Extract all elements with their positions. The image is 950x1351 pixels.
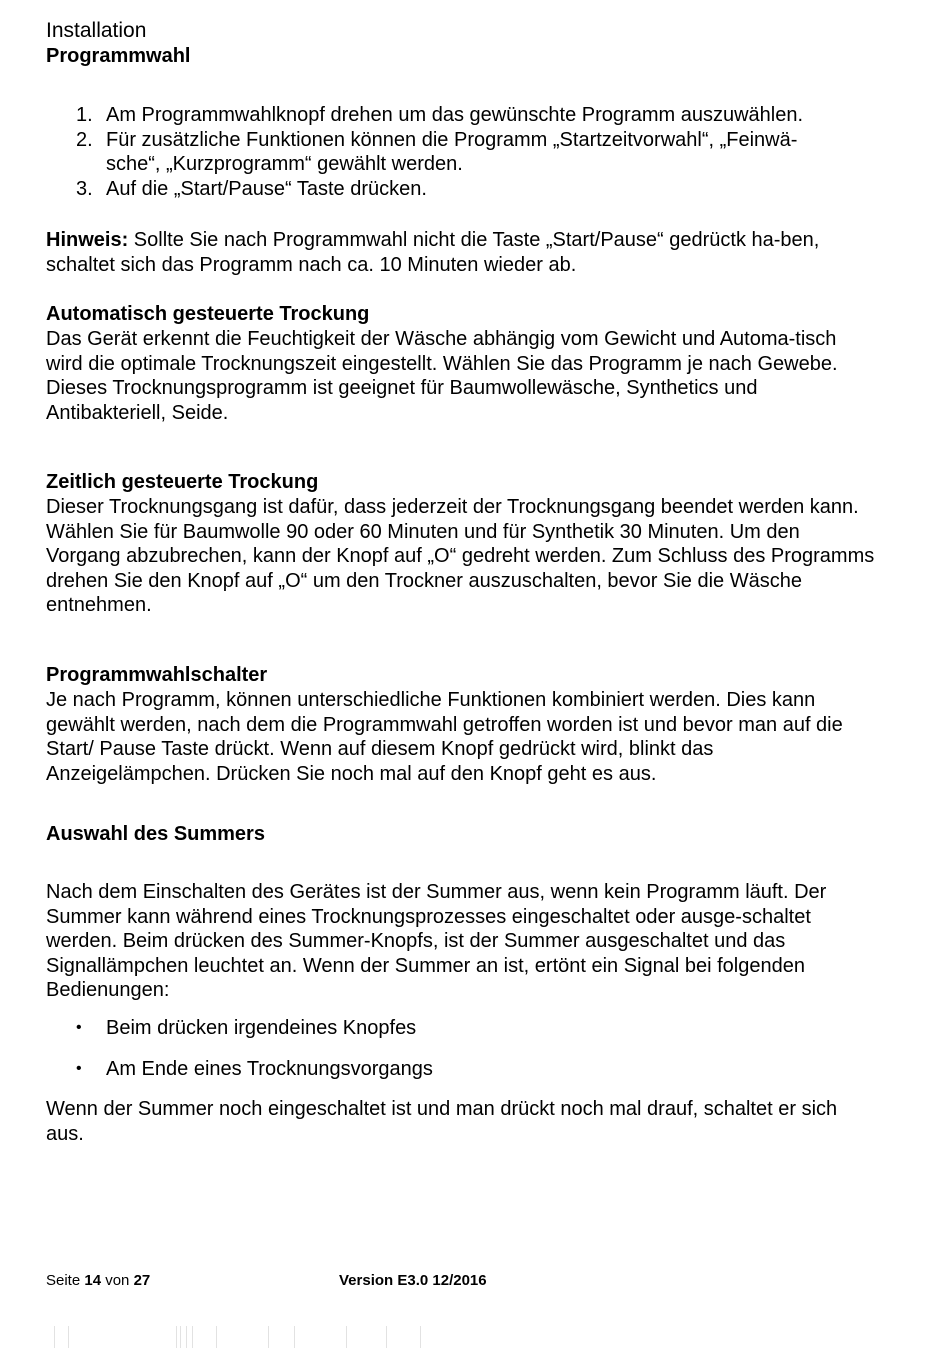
step-number: 1.: [76, 104, 93, 126]
page-current: 14: [84, 1272, 102, 1289]
step-text: Am Programmwahlknopf drehen um das gewünschte Programm auszuwählen.: [106, 104, 804, 126]
note-text: Sollte Sie nach Programmwahl nicht die Taste „Start/Pause“ gedrüctk ha-ben, schaltet sich das Programm nach ca. 10 Minuten wieder ab.: [46, 229, 820, 276]
buzzer-body: Nach dem Einschalten des Gerätes ist der Summer aus, wenn kein Programm läuft. Der Summer kann während eines Trocknungsprozesses eingeschaltet oder ausge-schaltet werden. Beim drücken des Summer-Knopfs, ist der Summer ausgeschaltet und das Signallämpchen leuchtet an. Wenn der Summer an ist, ertönt ein Signal bei folgenden Bedienungen:: [46, 881, 827, 1001]
auto-body: Das Gerät erkennt die Feuchtigkeit der Wäsche abhängig vom Gewicht und Automa-tisch wird die optimale Trocknungszeit eingestellt. Wählen Sie das Programm je nach Gewebe. Dieses Trocknungsprogramm ist geeignet für Baumwollewäsche, Synthetics und Antibakteriell, Seide.: [46, 328, 838, 424]
list-item: [76, 177, 936, 202]
selector-heading: Programmwahlschalter: [46, 664, 268, 686]
list-item: [76, 103, 936, 128]
bullet-icon: •: [76, 1019, 82, 1036]
page-number: [46, 1271, 150, 1291]
note-label: Hinweis:: [46, 229, 129, 251]
version-label: Version E3.0 12/2016: [339, 1272, 487, 1289]
step-number: 2.: [76, 128, 93, 151]
selector-body: Je nach Programm, können unterschiedliche Funktionen kombiniert werden. Dies kann gewählt werden, nach dem die Programmwahl getroffen worden ist und bevor man auf die Start/ Pause Taste drückt. Wenn auf diesem Knopf gedrückt wird, blinkt das Anzeigelämpchen. Drücken Sie noch mal auf den Knopf geht es aus.: [46, 689, 843, 785]
bullet-text: Am Ende eines Trocknungsvorgangs: [106, 1058, 433, 1080]
step-text: Auf die „Start/Pause“ Taste drücken.: [106, 177, 427, 200]
buzzer-bullets: [46, 1016, 876, 1081]
bullet-text: Beim drücken irgendeines Knopfes: [106, 1017, 417, 1039]
step-number: 3.: [76, 177, 93, 200]
scan-artifacts: [46, 1326, 446, 1348]
page-title: Programmwahl: [46, 45, 191, 67]
list-item: [76, 128, 851, 177]
timed-heading: Zeitlich gesteuerte Trockung: [46, 471, 319, 493]
bullet-icon: •: [76, 1060, 82, 1077]
list-item: [46, 1057, 876, 1081]
steps-list: [46, 103, 936, 201]
note-paragraph: [46, 228, 846, 277]
buzzer-heading: Auswahl des Summers: [46, 823, 265, 845]
page-prefix: Seite: [46, 1272, 85, 1289]
buzzer-closing: Wenn der Summer noch eingeschaltet ist und man drückt noch mal drauf, schaltet er sich aus.: [46, 1098, 838, 1145]
timed-body: Dieser Trocknungsgang ist dafür, dass jederzeit der Trocknungsgang beendet werden kann. Wählen Sie für Baumwolle 90 oder 60 Minuten und für Synthetik 30 Minuten. Um den Vorgang abzubrechen, kann der Knopf auf „O“ gedreht werden. Zum Schluss des Programms drehen Sie den Knopf auf „O“ um den Trockner auszuschalten, bevor Sie die Wäsche entnehmen.: [46, 496, 875, 616]
step-text: Für zusätzliche Funktionen können die Programm „Startzeitvorwahl“, „Feinwä-sche“, „Kurzprogramm“ gewählt werden.: [106, 128, 798, 175]
list-item: [46, 1016, 876, 1040]
auto-heading: Automatisch gesteuerte Trockung: [46, 303, 370, 325]
section-label: Installation: [46, 19, 147, 42]
page-total: 27: [133, 1272, 151, 1289]
page-mid: von: [101, 1272, 134, 1289]
